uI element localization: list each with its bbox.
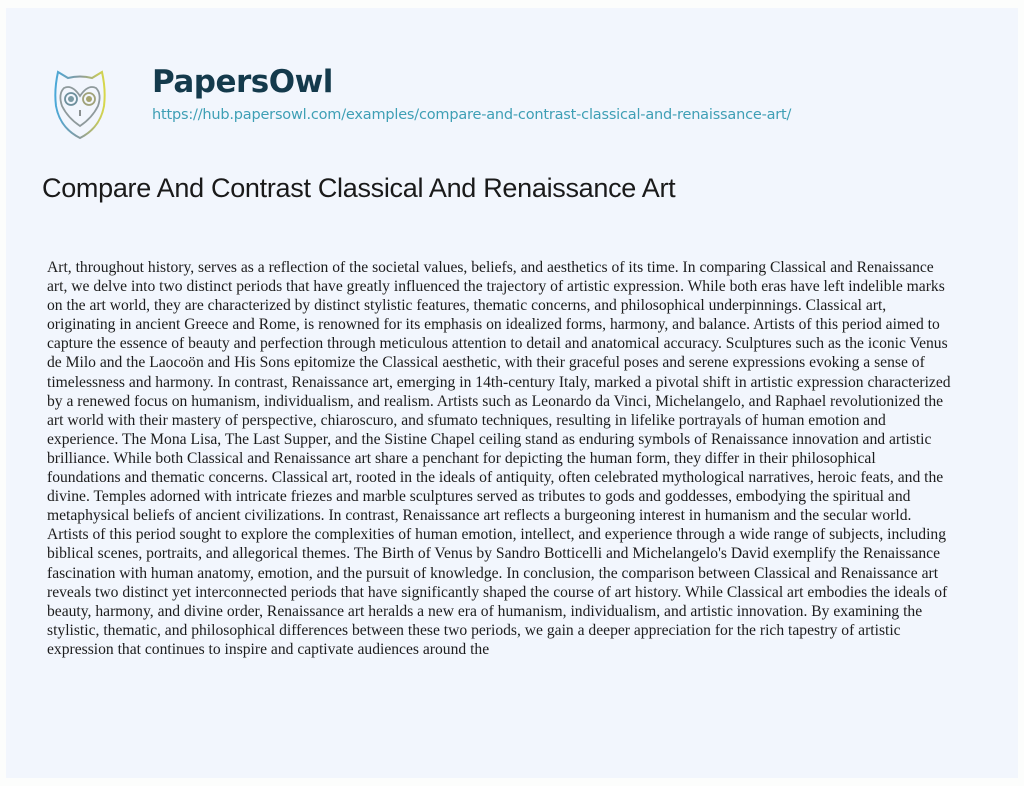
article-body [47, 258, 991, 659]
body-line: timelessness and harmony. In contrast, Renaissance art, emerging in 14th-century Italy, marked a pivotal shift in artistic expression characterized [47, 373, 951, 391]
body-line: Art, throughout history, serves as a reflection of the societal values, beliefs, and aesthetics of its time. In comparing Classical and Renaissance [47, 259, 934, 276]
page-url-link[interactable]: https://hub.papersowl.com/examples/compare-and-contrast-classical-and-renaissance-art/ [152, 107, 792, 123]
body-line: capture the essence of beauty and perfection through meticulous attention to detail and anatomical accuracy. Sculptures such as the iconic Venus [47, 335, 948, 353]
body-line: by a renewed focus on humanism, individualism, and realism. Artists such as Leonardo da Vinci, Michelangelo, and Raphael revolutionized the [47, 392, 944, 410]
owl-logo-icon [52, 66, 108, 142]
site-header [0, 0, 1024, 160]
body-line: foundations and thematic concerns. Classical art, rooted in the ideals of antiquity, often celebrated mythological narratives, heroic feats, and the [47, 469, 944, 487]
body-line: art world with their mastery of perspective, chiaroscuro, and sfumato techniques, resulting in lifelike portrayals of human emotion and [47, 411, 886, 429]
body-line: originating in ancient Greece and Rome, is renowned for its emphasis on idealized forms, harmony, and balance. Artists of this period aimed to [47, 316, 940, 334]
body-line: biblical scenes, portraits, and allegorical themes. The Birth of Venus by Sandro Botticelli and Michelangelo's David exemplify the Renaissance [47, 545, 941, 563]
body-line: fascination with human anatomy, emotion, and the pursuit of knowledge. In conclusion, the comparison between Classical and Renaissance art [47, 564, 939, 582]
body-line: divine. Temples adorned with intricate friezes and marble sculptures served as tributes to gods and goddesses, embodying the spiritual and [47, 488, 911, 506]
body-line: beauty, harmony, and divine order, Renaissance art heralds a new era of humanism, individualism, and artistic innovation. By examining the [47, 602, 923, 620]
body-line: reveals two distinct yet interconnected periods that have significantly shaped the course of art history. While Classical art embodies the ideals of [47, 583, 948, 601]
body-line: stylistic, thematic, and philosophical differences between these two periods, we gain a deeper appreciation for the rich tapestry of artistic [47, 621, 901, 639]
body-line: metaphysical beliefs of ancient civilizations. In contrast, Renaissance art reflects a burgeoning interest in humanism and the secular world. [47, 507, 912, 525]
body-line: expression that continues to inspire and captivate audiences around the [47, 640, 490, 658]
brand-name[interactable]: PapersOwl [152, 64, 333, 100]
body-line: Artists of this period sought to explore the complexities of human emotion, intellect, and experience through a wide range of subjects, including [47, 526, 947, 544]
body-line: on the art world, they are characterized by distinct stylistic features, thematic concerns, and philosophical underpinnings. Classical art, [47, 297, 887, 315]
body-line: brilliance. While both Classical and Renaissance art share a penchant for depicting the human form, they differ in their philosophical [47, 449, 876, 467]
body-line: art, we delve into two distinct periods that have greatly influenced the trajectory of artistic expression. While both eras have left indelible marks [47, 278, 945, 296]
article-title: Compare And Contrast Classical And Renaissance Art [42, 173, 676, 203]
body-line: experience. The Mona Lisa, The Last Supper, and the Sistine Chapel ceiling stand as enduring symbols of Renaissance innovation and artistic [47, 430, 932, 448]
body-line: de Milo and the Laocoön and His Sons epitomize the Classical aesthetic, with their graceful poses and serene expressions evoking a sense of [47, 354, 925, 372]
